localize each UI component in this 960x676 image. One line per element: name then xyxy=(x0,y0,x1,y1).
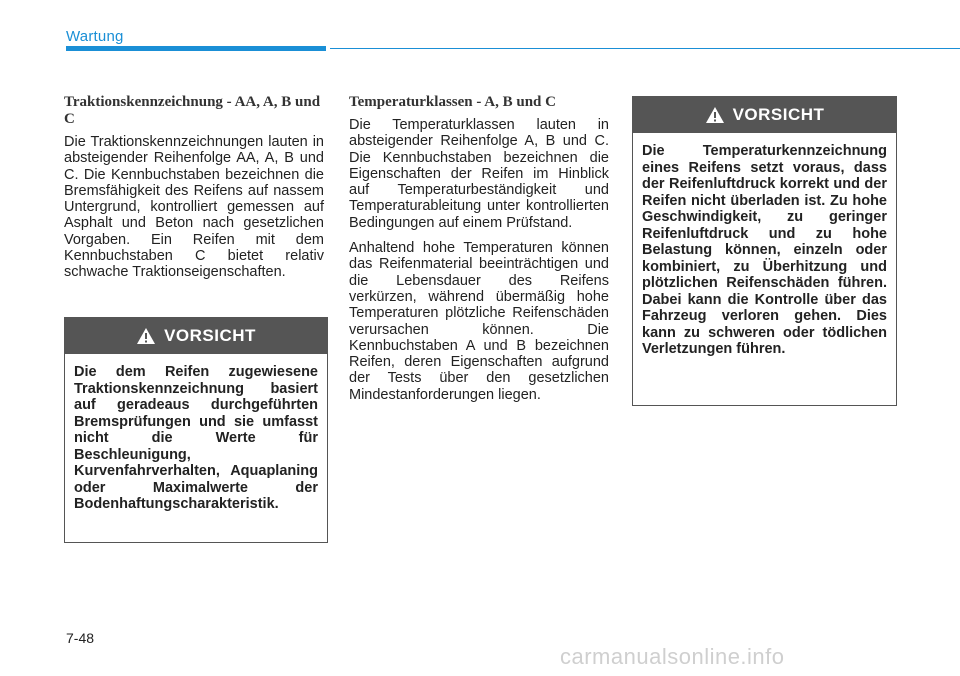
caution-box-temperature xyxy=(632,96,897,406)
caution-text: Die Temperaturkennzeichnung eines Reifens setzt voraus, dass der Reifenluftdruck korrekt und der Reifen nicht überladen ist. Zu hohe Geschwindigkeit, zu geringer Reifenluftdruck und zu hohe Belastung können, einzeln oder kombiniert, zu Überhitzung und plötzlichen Reifenschäden führen. Dabei kann die Kontrolle über das Fahrzeug verloren gehen. Dies kann zu schweren oder tödlichen Verletzungen führen. xyxy=(642,143,887,357)
warning-triangle-icon xyxy=(705,106,725,124)
section-title: Wartung xyxy=(66,28,124,45)
caution-text: Die dem Reifen zugewiesene Traktionskennzeichnung basiert auf geradeaus durchgeführten Bremsprüfungen und sie umfasst nicht die Werte für Beschleunigung, Kurvenfahrverhalten, Aquaplaning oder Maximalwerte der Bodenhaftungscharakteristik. xyxy=(74,364,318,512)
header-bar-thin xyxy=(330,48,960,49)
traction-paragraph: Die Traktionskennzeichnungen lauten in absteigender Reihenfolge AA, A, B und C. Die Kennbuchstaben bezeichnen die Bremsfähigkeit des Reifens auf nassem Untergrund, kontrolliert gemessen auf Asphalt und Beton nach gesetzlichen Vorgaben. Ein Reifen mit dem Kennbuchstaben C bietet relativ schwache Traktionseigenschaften. xyxy=(64,134,324,281)
header-bar-thick xyxy=(66,46,326,51)
temperature-paragraph-2: Anhaltend hohe Temperaturen können das Reifenmaterial beeinträchtigen und die Lebensdauer des Reifens verkürzen, während übermäßig hohe Temperaturen plötzliche Reifenschäden verursachen können. Die Kennbuchstaben A und B bezeichnen Reifen, deren Eigenschaften aufgrund der Tests über den gesetzlichen Mindestanforderungen liegen. xyxy=(349,240,609,403)
caution-header xyxy=(633,97,896,133)
left-column xyxy=(64,94,324,290)
caution-title: VORSICHT xyxy=(732,105,825,124)
temperature-heading: Temperaturklassen - A, B und C xyxy=(349,94,556,110)
caution-box-traction xyxy=(64,317,328,543)
temperature-paragraph-1: Die Temperaturklassen lauten in absteigender Reihenfolge A, B und C. Die Kennbuchstaben bezeichnen die Eigenschaften der Reifen im Hinblick auf Temperaturbeständigkeit und Temperaturableitung unter kontrollierten Bedingungen auf einem Prüfstand. xyxy=(349,117,609,231)
watermark: carmanualsonline.info xyxy=(560,644,785,669)
middle-column xyxy=(349,94,609,412)
caution-title: VORSICHT xyxy=(164,326,256,345)
warning-triangle-icon xyxy=(136,327,156,345)
caution-header xyxy=(65,318,327,354)
traction-heading: Traktionskennzeichnung - AA, A, B und C xyxy=(64,94,321,127)
page-number: 7-48 xyxy=(66,630,95,646)
